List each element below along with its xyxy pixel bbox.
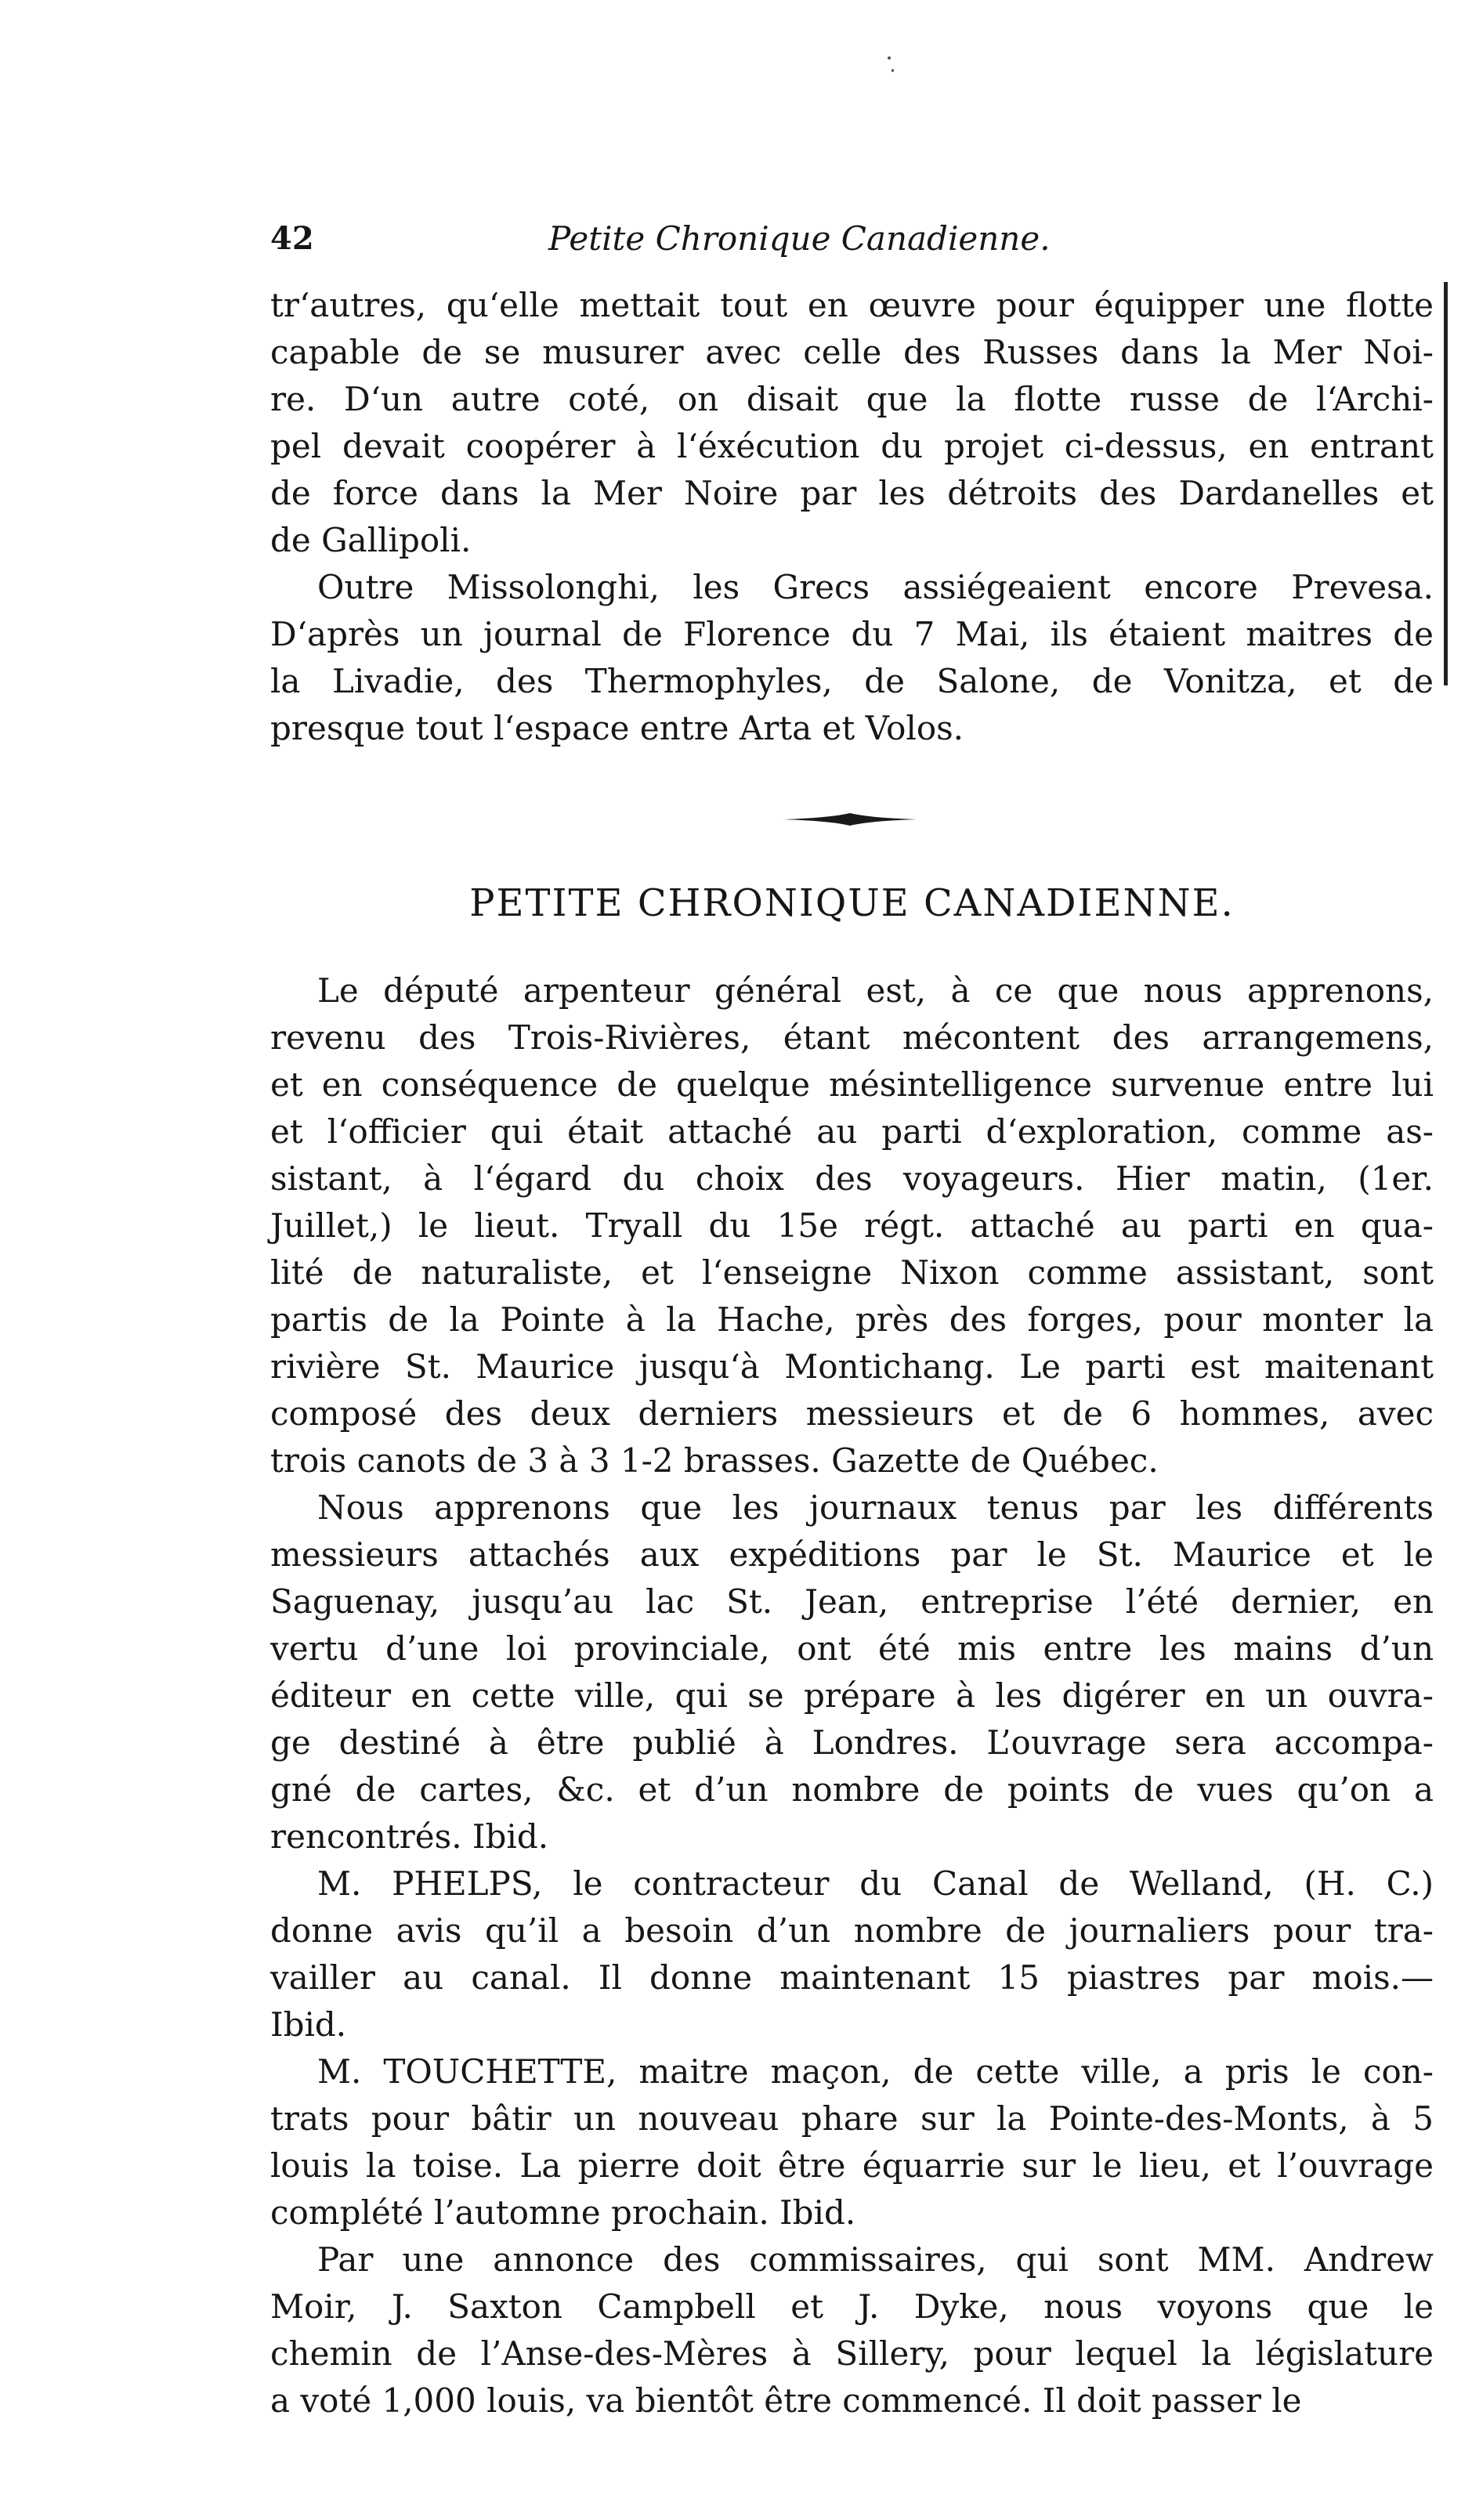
text-line: donne avis qu’il a besoin d’un nombre de journaliers pour tra- bbox=[270, 1911, 1434, 1950]
text-line: presque tout l‘espace entre Arta et Volos. bbox=[270, 709, 964, 747]
text-line: Juillet,) le lieut. Tryall du 15e régt. attaché au parti en qua- bbox=[270, 1206, 1434, 1245]
running-title: Petite Chronique Canadienne. bbox=[548, 219, 1051, 258]
text-line: complété l’automne prochain. Ibid. bbox=[270, 2193, 856, 2232]
text-line: M. TOUCHETTE, maitre maçon, de cette ville, a pris le con- bbox=[317, 2052, 1434, 2091]
ornament-dash bbox=[783, 811, 917, 828]
text-line: louis la toise. La pierre doit être équarrie sur le lieu, et l’ouvrage bbox=[270, 2146, 1434, 2185]
text-line: pel devait coopérer à l‘éxécution du projet ci-dessus, en entrant bbox=[270, 427, 1434, 465]
text-line: sistant, à l‘égard du choix des voyageurs. Hier matin, (1er. bbox=[270, 1159, 1434, 1198]
text-line: Par une annonce des commissaires, qui sont MM. Andrew bbox=[317, 2240, 1434, 2279]
section-body bbox=[270, 967, 1434, 2424]
text-line: Le député arpenteur général est, à ce que nous apprenons, bbox=[317, 971, 1434, 1010]
paragraph bbox=[270, 2048, 1434, 2236]
paragraph bbox=[270, 564, 1434, 752]
text-line: rivière St. Maurice jusqu‘à Montichang. Le parti est maitenant bbox=[270, 1347, 1434, 1386]
text-line: partis de la Pointe à la Hache, près des forges, pour monter la bbox=[270, 1300, 1434, 1339]
text-line: vertu d’une loi provinciale, ont été mis entre les mains d’un bbox=[270, 1629, 1434, 1668]
text-line: M. PHELPS, le contracteur du Canal de Welland, (H. C.) bbox=[317, 1864, 1434, 1903]
print-speck bbox=[888, 56, 891, 60]
text-line: gné de cartes, &c. et d’un nombre de points de vues qu’on a bbox=[270, 1770, 1434, 1809]
text-line: et l‘officier qui était attaché au parti d‘exploration, comme as- bbox=[270, 1112, 1434, 1151]
text-line: Moir, J. Saxton Campbell et J. Dyke, nous voyons que le bbox=[270, 2287, 1434, 2326]
text-line: de Gallipoli. bbox=[270, 521, 472, 559]
page-header bbox=[270, 215, 1410, 262]
section-title: PETITE CHRONIQUE CANADIENNE. bbox=[469, 881, 1235, 925]
text-line: messieurs attachés aux expéditions par le St. Maurice et le bbox=[270, 1535, 1434, 1574]
text-line: Ibid. bbox=[270, 2005, 347, 2044]
paragraph bbox=[270, 1860, 1434, 2048]
paragraph bbox=[270, 1484, 1434, 1860]
text-line: D‘après un journal de Florence du 7 Mai, ils étaient maitres de bbox=[270, 615, 1434, 653]
paragraph bbox=[270, 282, 1434, 564]
continuation-text bbox=[270, 282, 1434, 752]
text-line: ge destiné à être publié à Londres. L’ouvrage sera accompa- bbox=[270, 1723, 1434, 1762]
text-line: trats pour bâtir un nouveau phare sur la Pointe-des-Monts, à 5 bbox=[270, 2099, 1434, 2138]
paragraph bbox=[270, 967, 1434, 1484]
text-line: lité de naturaliste, et l‘enseigne Nixon comme assistant, sont bbox=[270, 1253, 1434, 1292]
text-line: tr‘autres, qu‘elle mettait tout en œuvre pour équipper une flotte bbox=[270, 286, 1434, 324]
text-line: chemin de l’Anse-des-Mères à Sillery, pour lequel la législature bbox=[270, 2334, 1434, 2373]
text-line: Saguenay, jusqu’au lac St. Jean, entreprise l’été dernier, en bbox=[270, 1582, 1434, 1621]
text-line: composé des deux derniers messieurs et de 6 hommes, avec bbox=[270, 1394, 1434, 1433]
text-line: rencontrés. Ibid. bbox=[270, 1817, 549, 1856]
print-speck bbox=[892, 69, 894, 72]
text-line: a voté 1,000 louis, va bientôt être commencé. Il doit passer le bbox=[270, 2381, 1302, 2420]
text-line: vailler au canal. Il donne maintenant 15 piastres par mois.— bbox=[270, 1958, 1434, 1997]
text-line: et en conséquence de quelque mésintelligence survenue entre lui bbox=[270, 1065, 1434, 1104]
text-line: Nous apprenons que les journaux tenus par les différents bbox=[317, 1488, 1434, 1527]
text-line: capable de se musurer avec celle des Russes dans la Mer Noi- bbox=[270, 333, 1434, 371]
margin-rule bbox=[1444, 282, 1448, 685]
text-line: de force dans la Mer Noire par les détroits des Dardanelles et bbox=[270, 474, 1434, 512]
text-line: trois canots de 3 à 3 1-2 brasses. Gazette de Québec. bbox=[270, 1441, 1159, 1480]
page-number: 42 bbox=[270, 220, 314, 257]
text-line: la Livadie, des Thermophyles, de Salone, de Vonitza, et de bbox=[270, 662, 1434, 700]
text-line: éditeur en cette ville, qui se prépare à les digérer en un ouvra- bbox=[270, 1676, 1434, 1715]
text-line: re. D‘un autre coté, on disait que la flotte russe de l‘Archi- bbox=[270, 380, 1434, 418]
text-line: Outre Missolonghi, les Grecs assiégeaient encore Prevesa. bbox=[317, 568, 1434, 606]
text-line: revenu des Trois-Rivières, étant mécontent des arrangemens, bbox=[270, 1018, 1434, 1057]
paragraph bbox=[270, 2236, 1434, 2424]
